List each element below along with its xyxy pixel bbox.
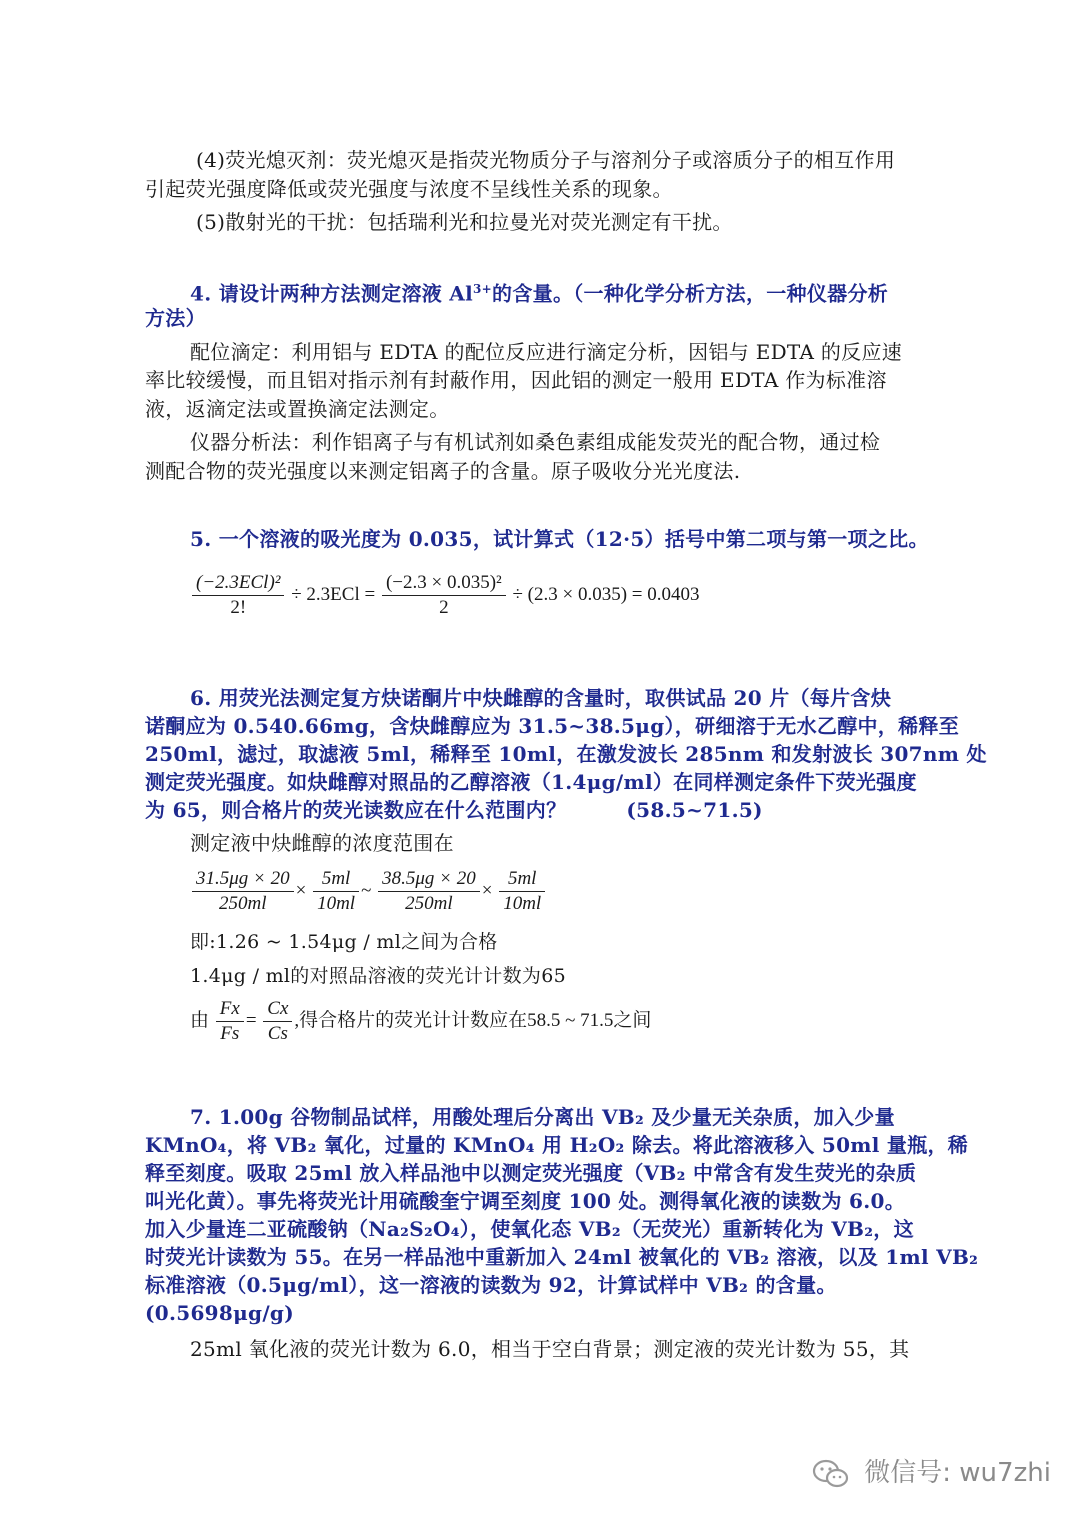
q4-answer-1-line-3: 液，返滴定法或置换滴定法测定。 [145,397,450,421]
q6-reference-line: 1.4μg / ml的对照品溶液的荧光计计数为65 [190,965,566,987]
q5-fraction-2: $\frac{\text{(−2.3 × 0.035)²}}{2}$ [382,572,506,619]
q6-range-line: 即:1.26 ~ 1.54μg / ml之间为合格 [190,931,498,953]
quencher-line-2: 引起荧光强度降低或荧光强度与浓度不呈线性关系的现象。 [145,177,673,201]
q6-line-4: 测定荧光强度。如炔雌醇对照品的乙醇溶液（1.4μg/ml）在同样测定条件下荧光强度 [145,770,917,794]
q6-fraction-b: $\frac{5ml}{10ml}$ [313,868,359,915]
q4-title: 4. 请设计两种方法测定溶液 $Al^{3+}$的含量。（一种化学分析方法，一种仪器分析 [190,281,889,306]
q6-fraction-d: $\frac{5ml}{10ml}$ [499,868,545,915]
watermark [812,1452,1051,1490]
q6-line-3: 250ml，滤过，取滤液 5ml，稀释至 10ml，在激发波长 285nm 和发射波长 307nm 处 [145,742,987,766]
q6-solution-intro: 测定液中炔雌醇的浓度范围在 [190,831,454,855]
q4-answer-1-line-2: 率比较缓慢，而且铝对指示剂有封蔽作用，因此铝的测定一般用 EDTA 作为标准溶 [145,368,887,392]
q7-line-3: 释至刻度。吸取 25ml 放入样品池中以测定荧光强度（VB₂ 中常含有发生荧光的杂质 [145,1161,917,1185]
q6-fraction-c-ratio: $\frac{Cx}{Cs}$ [263,998,292,1045]
q6-answer: (58.5~71.5) [626,798,763,822]
q7-line-7: 标准溶液（0.5μg/ml），这一溶液的读数为 92，计算试样中 VB₂ 的含量。 [145,1273,837,1297]
q5-equation [190,572,699,619]
q7-line-2: KMnO₄，将 VB₂ 氧化，过量的 KMnO₄ 用 H₂O₂ 除去。将此溶液移入 50ml 量瓶，稀 [145,1133,969,1157]
quencher-line-1: (4)荧光熄灭剂：荧光熄灭是指荧光物质分子与溶剂分子或溶质分子的相互作用 [196,148,896,172]
wechat-icon [812,1458,864,1488]
q6-fraction-a: $\frac{31.5\mu g \times 20}{250ml}$ [192,868,294,915]
q6-line-1: 6. 用荧光法测定复方炔诺酮片中炔雌醇的含量时，取供试品 20 片（每片含炔 [190,686,891,710]
q5-fraction-1: $\frac{\text{(−2.3ECl)²}}{2!}$ [192,572,284,619]
q4-title-line-2: 方法） [145,306,206,330]
q6-conclusion: ,得合格片的荧光计计数应在58.5 ~ 71.5之间 [294,1009,652,1031]
q6-range-equation: $\frac{31.5\mu g \times 20}{250ml}$ × $\frac{5ml}{10ml}$ ~ $\frac{38.5\mu g \times 20}{250ml}$ × $\frac{5ml}{10ml}$ [190,868,547,915]
q6-fraction-c: $\frac{38.5\mu g \times 20}{250ml}$ [378,868,480,915]
q7-line-8: (0.5698μg/g) [145,1301,294,1325]
q7-solution-line-1: 25ml 氧化液的荧光计数为 6.0，相当于空白背景；测定液的荧光计数为 55，其 [190,1337,910,1361]
q7-line-6: 时荧光计读数为 55。在另一样品池中重新加入 24ml 被氧化的 VB₂ 溶液，以及 1ml VB₂ [145,1245,979,1269]
q6-line-5: 为 65，则合格片的荧光读数应在什么范围内？ (58.5~71.5) [145,798,763,822]
q5-title: 5. 一个溶液的吸光度为 0.035，试计算式（12·5）括号中第二项与第一项之比。 [190,527,929,551]
q4-answer-1-line-1: 配位滴定：利用铝与 EDTA 的配位反应进行滴定分析，因铝与 EDTA 的反应速 [190,340,903,364]
q7-line-1: 7. 1.00g 谷物制品试样，用酸处理后分离出 VB₂ 及少量无关杂质，加入少量 [190,1105,895,1129]
q5-mid-term: ÷ 2.3ECl = [291,583,376,605]
q4-answer-2-line-1: 仪器分析法：利作铝离子与有机试剂如桑色素组成能发荧光的配合物，通过检 [190,430,881,454]
q7-line-4: 叫光化黄）。事先将荧光计用硫酸奎宁调至刻度 100 处。测得氧化液的读数为 6.0。 [145,1189,906,1213]
scatter-line: (5)散射光的干扰：包括瑞利光和拉曼光对荧光测定有干扰。 [196,210,733,234]
q6-ratio-equation: 由 $\frac{Fx}{Fs}$ = $\frac{Cx}{Cs}$ ,得合格片的荧光计计数应在58.5 ~ 71.5之间 [190,998,652,1044]
q6-line-2: 诺酮应为 0.540.66mg，含炔雌醇应为 31.5~38.5μg），研细溶于无水乙醇中，稀释至 [145,714,959,738]
q4-answer-2-line-2: 测配合物的荧光强度以来测定铝离子的含量。原子吸收分光光度法. [145,459,741,483]
q7-line-5: 加入少量连二亚硫酸钠（Na₂S₂O₄），使氧化态 VB₂（无荧光）重新转化为 VB₂，这 [145,1217,914,1241]
q5-result: ÷ (2.3 × 0.035) = 0.0403 [512,583,700,605]
watermark-text: 微信号: wu7zhi [864,1458,1051,1488]
q6-fraction-f: $\frac{Fx}{Fs}$ [216,998,244,1045]
